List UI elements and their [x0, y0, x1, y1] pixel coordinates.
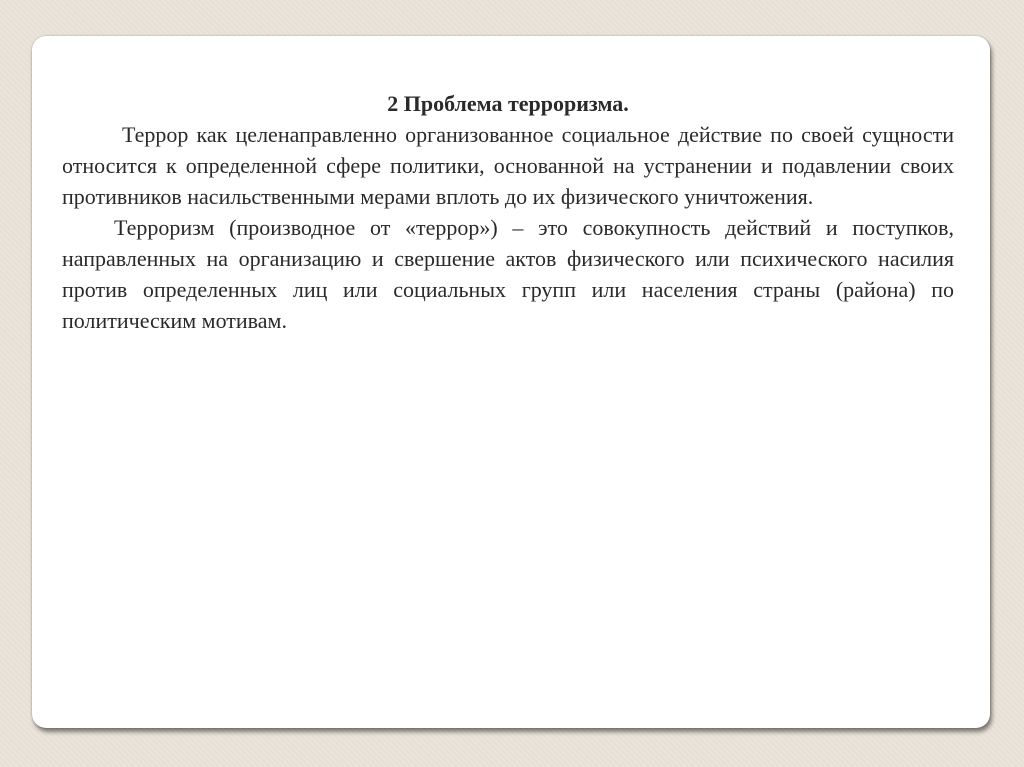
slide-title: 2 Проблема терроризма. — [387, 91, 629, 116]
paragraph-terror-definition: Террор как целенаправленно организованное социальное действие по своей сущности относится к определенной сфере политики, основанной на устранении и подавлении своих противников насильственными мерами вплоть до их физического уничтожения. — [62, 122, 954, 209]
slide-content — [62, 88, 954, 336]
paragraph-terrorism-definition: Терроризм (производное от «террор») – это совокупность действий и поступков, направленных на организацию и свершение актов физического или психического насилия против определенных лиц или социальных групп или населения страны (района) по политическим мотивам. — [62, 215, 954, 333]
slide-card — [32, 36, 990, 728]
